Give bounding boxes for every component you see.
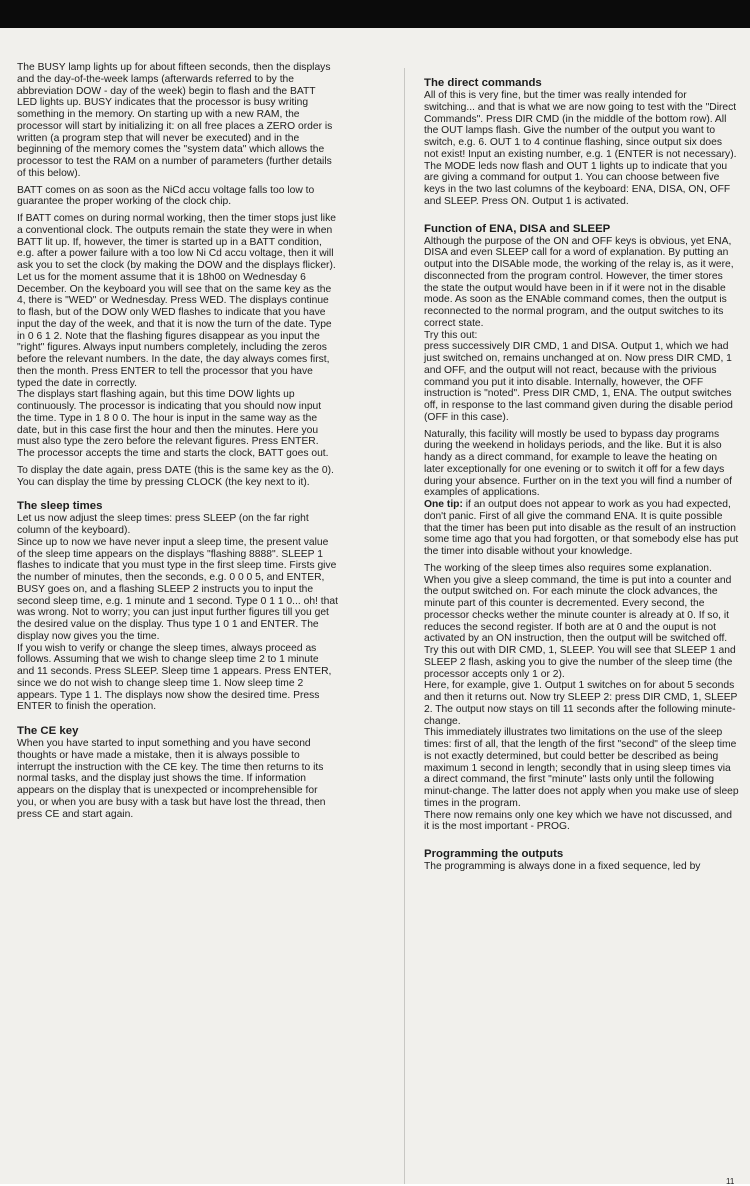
one-tip-label: One tip:	[424, 499, 463, 510]
paragraph: If BATT comes on during normal working, then the timer stops just like a conventional clock. The outputs remain the state they were in when BATT lit up. If, however, the timer is started up in a BATT condition, e.g. after a power failure with a too low Ni Cd accu voltage, then it will ask you to set the clock (by making the DOW and the displays flicker).	[17, 213, 336, 271]
left-column	[17, 62, 338, 820]
heading-programming-outputs: Programming the outputs	[424, 848, 564, 860]
paragraph: BATT comes on as soon as the NiCd accu voltage falls too low to guarantee the proper working of the clock chip.	[17, 184, 315, 208]
paragraph: The programming is always done in a fixed sequence, led by	[424, 861, 701, 872]
paragraph: Let us now adjust the sleep times: press SLEEP (on the far right column of the keyboard).	[17, 513, 309, 536]
page-number: 11	[726, 1177, 735, 1186]
paragraph: The working of the sleep times also requires some explanation. When you give a sleep command, the time is put into a counter and the output switched on. For each minute the clock advances, the minute part of this counter is decremented. Every second, the processor checks wether the minute counter is already at 0. If so, it reduces the second register. If both are at 0 and the ouput is not activated by an ON instruction, then the output will be switched off. Try this out with DIR CMD, 1, SLEEP. You will see that SLEEP 1 and SLEEP 2 flash, asking you to give the number of the sleep time (the processor accepts only 1 or 2).	[424, 562, 736, 680]
heading-ce-key: The CE key	[17, 725, 79, 737]
paragraph: Since up to now we have never input a sleep time, the present value of the sleep time appears on the displays "flashing 8888". SLEEP 1 flashes to indicate that you must type in the first sleep time. Firsts give the number of minutes, then the seconds, e.g. 0 0 0 5, and ENTER, BUSY goes on, and a flashing SLEEP 2 instructs you to input the second sleep time, e.g. 1 minute and 1 second. Type 0 1 1 0... oh! that was wrong. Not to worry; you can just input further figures till you get the desired value on the display. Thus type 1 0 1 and ENTER. The display now gives you the time.	[17, 536, 338, 642]
paragraph: If you wish to verify or change the sleep times, always proceed as follows. Assuming that we wish to change sleep time 2 to 1 minute and 11 seconds. Press SLEEP. Sleep time 1 appears. Press ENTER, since we do not wish to change sleep time 1. Now sleep time 2 appears. Type 1 1. The displays now show the desired time. Press ENTER to finish the operation.	[17, 642, 332, 713]
heading-function-ena-disa-sleep: Function of ENA, DISA and SLEEP	[424, 222, 611, 235]
one-tip-text: if an output does not appear to work as you had expected, don't panic. First of all give the command ENA. It is quite possible that the timer has been put into disable as the result of an instruction some time ago that you had forgotten, or that somebody else has put the timer into disable without your knowledge.	[424, 499, 739, 557]
paragraph: When you have started to input something and you have second thoughts or have made a mistake, then it is always possible to interrupt the instruction with the CE key. The time then returns to its normal tasks, and the display just shows the time. If information appears on the display that is unexpected or incomprehensible for you, or when you are busy with a task but have lost the thread, then press CE and start again.	[17, 738, 326, 820]
right-column	[424, 76, 739, 873]
paragraph: The displays start flashing again, but this time DOW lights up continuously. The processor is indicating that you should now input the time. Type in 1 8 0 0. The hour is input in the same way as the date, but in this case first the hour and then the minutes. Here you must also type the zero before the relevant figures. Press ENTER. The processor accepts the time and starts the clock, BATT goes out.	[17, 389, 329, 459]
paragraph: This immediately illustrates two limitations on the use of the sleep times: first of all, that the length of the first "second" of the sleep time is not exactly determined, but could better be described as being maximum 1 second in length; secondly that in using sleep times via a direct command, the first "minute" lasts only until the following minut-change. The latter does not apply when you make use of sleep times in the program.	[424, 727, 739, 809]
paragraph: press successively DIR CMD, 1 and DISA. Output 1, which we had just switched on, remains unchanged at on. Now press DIR CMD, 1 and OFF, and the output will not react, because with the privious command you put it into disable. Internally, however, the OFF instruction is "noted". Press DIR CMD, 1, ENA. The output switches off, in response to the last command given during the disable period (OFF in this case).	[424, 341, 733, 423]
paragraph: To display the date again, press DATE (this is the same key as the 0). You can display the time by pressing CLOCK (the key next to it).	[17, 464, 334, 488]
paragraph-one-tip	[424, 499, 739, 558]
column-divider	[404, 68, 405, 1184]
paragraph: All of this is very fine, but the timer was really intended for switching... and that is what we are now going to test with the "Direct Commands". Press DIR CMD (in the middle of the bottom row). All the OUT lamps flash. Give the number of the output you want to switch, e.g. 6. OUT 1 to 4 continue flashing, since output six does not exist! Input an existing number, e.g. 1 (ENTER is not necessary). The MODE leds now flash and OUT 1 lights up to indicate that you are giving a command for output 1. You can choose between five keys in the two last columns of the keyboard: ENA, DISA, ON, OFF and SLEEP. Press ON. Output 1 is activated.	[424, 90, 737, 207]
paragraph: The BUSY lamp lights up for about fifteen seconds, then the displays and the day-of-the-week lamps (afterwards referred to by the abbreviation DOW - day of the week) begin to flash and the BATT LED lights up. BUSY indicates that the processor is busy writing something in the memory. On starting up with a new RAM, the processor will start by initializing it: on all free places a ZERO order is written (a program step that will never be executed) and in the beginning of the memory comes the "system data" which allows the processor to test the RAM on a number of parameters (further details of this below).	[17, 62, 333, 179]
top-black-bar	[0, 0, 750, 28]
paragraph: Although the purpose of the ON and OFF keys is obvious, yet ENA, DISA and even SLEEP call for a word of explanation. By putting an output into the DISAble mode, the working of the relay is, as it were, disconnected from the program control. However, the timer stores the state the output would have been in if it were not in the disable mode. As soon as the ENAble command comes, then the output is reconnected to the normal program, and the output switches to its correct state.	[424, 235, 734, 329]
paragraph: Try this out:	[424, 329, 478, 341]
document-page	[0, 28, 750, 1184]
heading-sleep-times: The sleep times	[17, 500, 103, 513]
paragraph: There now remains only one key which we have not discussed, and it is the most important - PROG.	[424, 809, 732, 833]
paragraph: Let us for the moment assume that it is 18h00 on Wednesday 6 December. On the keyboard you will see that on the same key as the 4, there is "WED" or Wednesday. Press WED. The displays continue to flash, but of the DOW only WED flashes to indicate that you have input the day of the week, and that it is now the turn of the date. Type in 0 6 1 2. Note that the flashing figures disappear as you input the "right" figures. Always input numbers completely, including the zeros before the relevant numbers. In the date, the day always comes first, then the month. Press ENTER to tell the processor that you have typed the date in correctly.	[17, 271, 332, 389]
paragraph: Naturally, this facility will mostly be used to bypass day programs during the weekend in holidays periods, and the like. But it is also handy as a direct command, for example to leave the heating on later exceptionally for one evening or to switch it off for a few days during your absence. Further on in the text you will find a number of examples of applications.	[424, 428, 732, 499]
heading-direct-commands: The direct commands	[424, 77, 542, 89]
paragraph: Here, for example, give 1. Output 1 switches on for about 5 seconds and then it returns out. Now try SLEEP 2: press DIR CMD, 1, SLEEP 2. The output now stays on till 11 seconds after the following minute-change.	[424, 680, 738, 727]
